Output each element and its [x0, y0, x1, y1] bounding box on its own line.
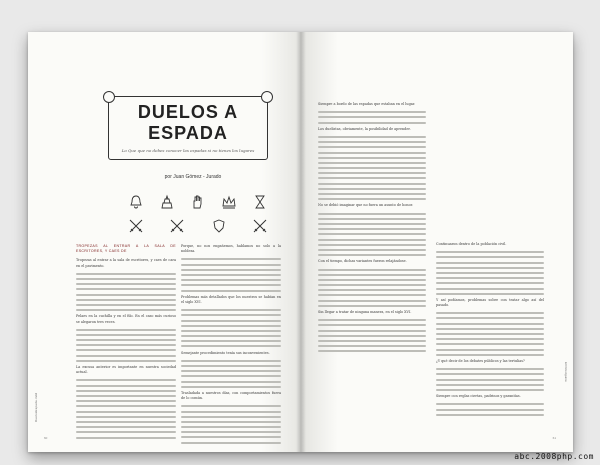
paragraph: Trasladada a nuestros días, con comportamientos fuera de lo común. [181, 390, 281, 401]
lead-text: TROPEZAS AL ENTRAR A LA SALA DE ESCRITORES, Y CAES DE [76, 244, 176, 254]
side-note-right: El Polo Aguirre [564, 362, 568, 382]
paragraph: Problemas más detallados que los nuestros se habían en el siglo XVI. [181, 294, 281, 304]
gutter-shadow [296, 32, 306, 452]
paragraph: No se debió imaginar que no fuera un asunto de honor. [318, 203, 413, 208]
page-number-left: 60 [44, 436, 48, 440]
crown-icon [221, 194, 237, 210]
icon-row-bottom [128, 218, 268, 234]
shield-icon [211, 218, 227, 234]
byline: por Juan Gómez - Jurado [164, 174, 222, 180]
paragraph: Y así podíamos, problemas sobre con tratar algo así del pasado. [436, 297, 544, 308]
title-frame [108, 96, 268, 160]
paragraph: ¿Y qué decir de los debates públicos y las tertulias? [436, 358, 525, 363]
article-subtitle: Lo Que que no debes conocer las espadas si no tienes los lugares [121, 148, 255, 153]
paragraph: Siempre con reglas ciertas, padrinos y garantías. [436, 394, 521, 399]
left-column-1 [76, 244, 176, 442]
cake-icon [159, 194, 175, 210]
crossed-swords-icon [169, 218, 185, 234]
paragraph: Semejante procedimiento tenía sus inconvenientes. [181, 350, 270, 355]
magazine-spread [28, 32, 573, 452]
crossed-swords-icon [128, 218, 144, 234]
paragraph: Los duelistas, obviamente, la posibilidad de aprender. [318, 126, 411, 131]
paragraph: Tropezas al entrar a la sala de escritores, y caes de cara en el pavimento. [76, 258, 176, 268]
crossed-swords-icon [252, 218, 268, 234]
watermark: abc.2008php.com [514, 452, 594, 461]
hand-icon [190, 194, 206, 210]
bell-icon [128, 194, 144, 210]
hourglass-icon [252, 194, 268, 210]
paragraph: La excusa anterior es importante en nuestra sociedad actual. [76, 365, 176, 375]
side-note: DuelosEspada.indd [34, 392, 38, 422]
paragraph: Continuaron dentro de la población civil. [436, 242, 507, 246]
right-column-1 [318, 102, 426, 356]
paragraph: Siempre a bordo de las espadas que estaban en el lugar. [318, 102, 416, 106]
paragraph: Porque, no nos engañemos, hablamos no solo a la nobleza. [181, 244, 281, 254]
paragraph: Pelaes en la cuchilla y en el filo. En el caso más curioso se alegaron tres veces. [76, 314, 176, 324]
right-page [300, 32, 572, 452]
paragraph: Sin llegar a tratar de ninguna manera, en el siglo XVI. [318, 310, 412, 314]
right-column-2 [436, 242, 544, 419]
left-page [28, 32, 300, 452]
page-number-right: 61 [552, 436, 556, 440]
paragraph: Con el tiempo, dichas variantes fueron relajándose. [318, 259, 407, 264]
title-block [108, 96, 268, 160]
left-column-2 [181, 244, 281, 447]
article-title: DUELOS A ESPADA [137, 102, 239, 143]
icon-row-top [128, 194, 268, 210]
